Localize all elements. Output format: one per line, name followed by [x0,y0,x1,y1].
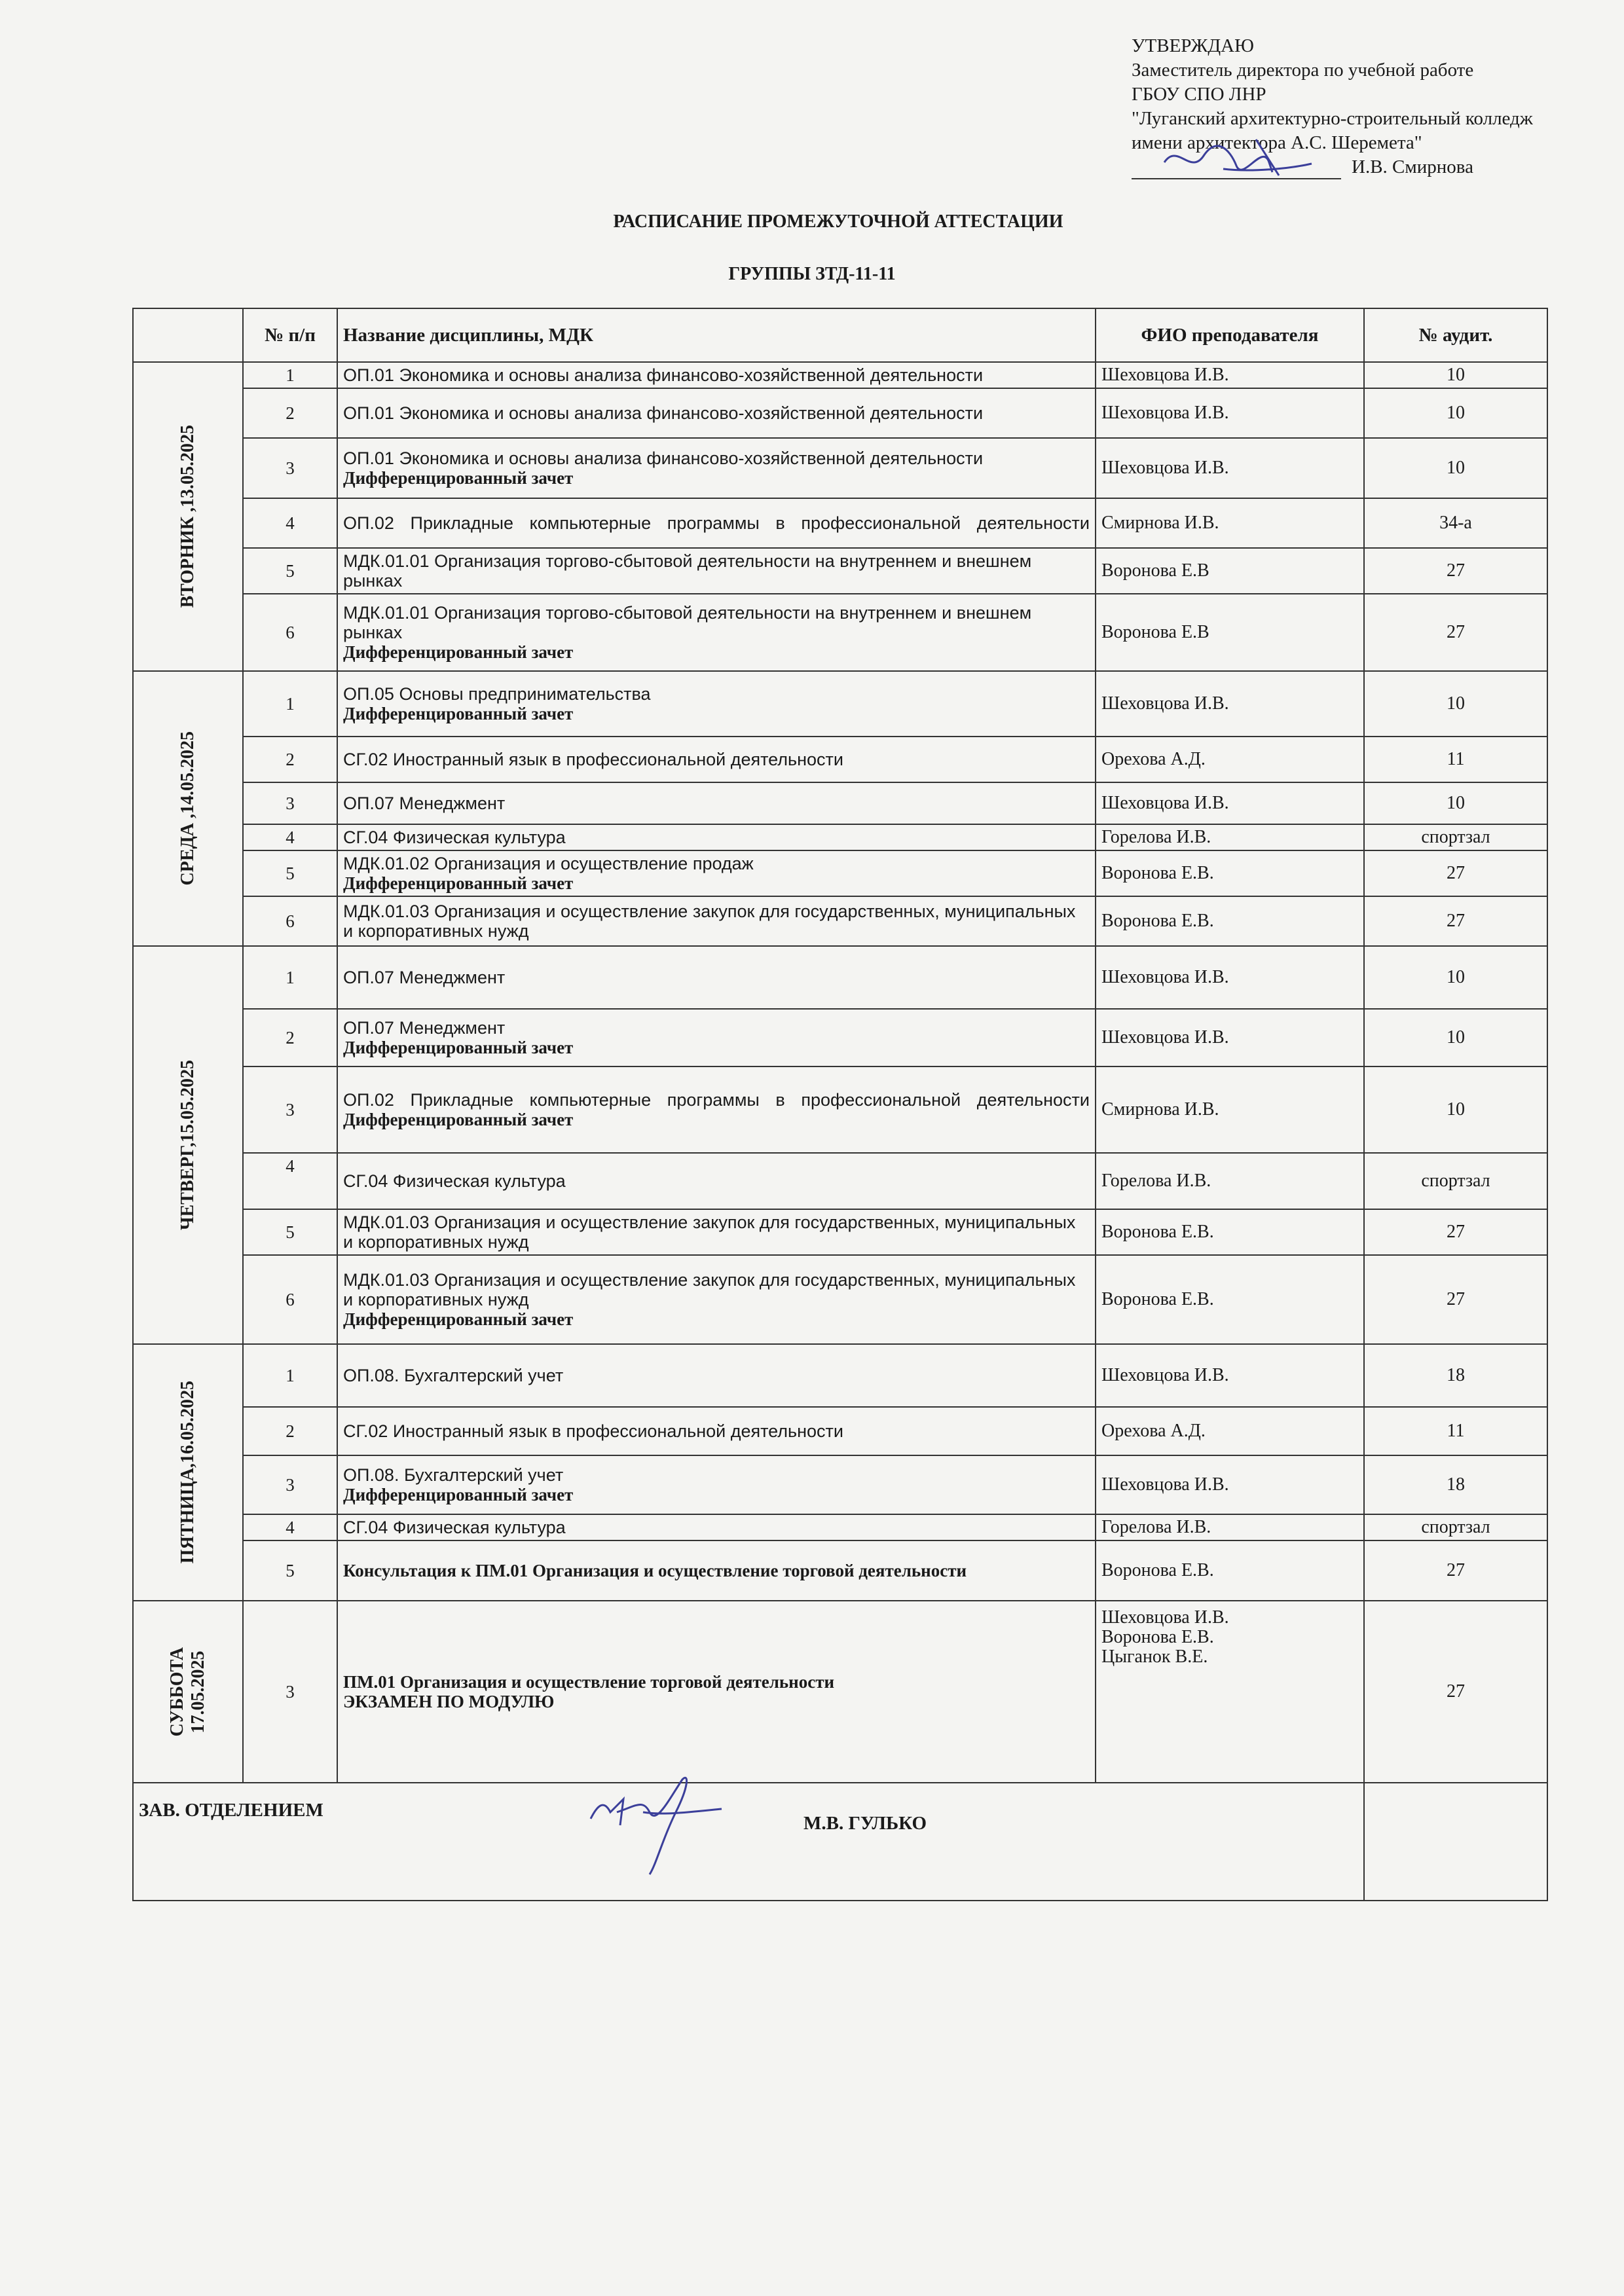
table-row [133,1601,1547,1783]
row-num: 3 [243,438,337,498]
row-subject [337,498,1096,548]
row-teacher: Горелова И.В. [1096,1153,1364,1209]
row-num: 3 [243,1455,337,1514]
row-room: 27 [1364,1255,1547,1344]
row-room: 27 [1364,850,1547,896]
day-tuesday [133,362,243,671]
teacher-name: Цыганок В.Е. [1101,1647,1208,1667]
row-room: 27 [1364,1540,1547,1601]
day-friday [133,1344,243,1601]
row-num: 2 [243,1009,337,1066]
schedule-table [132,308,1548,1901]
table-row [133,438,1547,498]
footer-signer: М.В. ГУЛЬКО [803,1813,927,1834]
footer-position: ЗАВ. ОТДЕЛЕНИЕМ [139,1800,323,1821]
footer-content [139,1793,1358,1891]
subject-text: ОП.08. Бухгалтерский учет [343,1366,564,1385]
row-teacher: Воронова Е.В. [1096,850,1364,896]
row-room: 10 [1364,782,1547,824]
subject-text: СГ.04 Физическая культура [343,828,566,847]
subject-note: Дифференцированный зачет [343,1110,574,1129]
approval-org: ГБОУ СПО ЛНР [1132,84,1266,105]
row-teacher: Горелова И.В. [1096,1514,1364,1540]
footer-cell [133,1783,1364,1901]
row-teacher: Шеховцова И.В. [1096,388,1364,438]
approval-signer: И.В. Смирнова [1352,156,1473,177]
row-teacher: Воронова Е.В. [1096,1209,1364,1255]
page-title: РАСПИСАНИЕ ПРОМЕЖУТОЧНОЙ АТТЕСТАЦИИ [613,211,1063,232]
row-num: 6 [243,1255,337,1344]
subject-text [343,513,1090,533]
row-subject [337,946,1096,1009]
row-subject [337,1255,1096,1344]
row-subject [337,1601,1096,1783]
signature-underline [1132,158,1341,179]
subject-text: ОП.07 Менеджмент [343,793,506,813]
table-row [133,850,1547,896]
table-row [133,1455,1547,1514]
row-subject [337,438,1096,498]
row-room: спортзал [1364,1514,1547,1540]
table-row [133,362,1547,388]
row-num: 4 [243,824,337,850]
teacher-name: Воронова Е.В. [1101,1627,1214,1647]
row-num: 2 [243,388,337,438]
approval-heading: УТВЕРЖДАЮ [1132,35,1254,56]
subject-text-inner: ОП.02 Прикладные компьютерные программы в профессиональной деятельности [343,1090,1090,1110]
row-teacher: Шеховцова И.В. [1096,782,1364,824]
table-row [133,548,1547,594]
header-num: № п/п [243,308,337,362]
subject-text: Консультация к ПМ.01 Организация и осуществление торговой деятельности [343,1561,967,1580]
table-row [133,1407,1547,1455]
row-num: 1 [243,362,337,388]
row-teacher: Шеховцова И.В. [1096,946,1364,1009]
row-subject [337,1514,1096,1540]
row-num: 1 [243,1344,337,1407]
approval-block [1132,34,1603,179]
row-teacher: Смирнова И.В. [1096,1066,1364,1153]
row-room: 27 [1364,1209,1547,1255]
row-teacher: Воронова Е.В [1096,594,1364,671]
row-num: 5 [243,1540,337,1601]
row-teacher: Шеховцова И.В. [1096,362,1364,388]
row-teacher: Воронова Е.В [1096,548,1364,594]
row-room: 10 [1364,438,1547,498]
row-room: 10 [1364,1066,1547,1153]
subject-note: Дифференцированный зачет [343,1038,574,1057]
subject-note: ЭКЗАМЕН ПО МОДУЛЮ [343,1692,555,1711]
table-row [133,1255,1547,1344]
row-subject [337,594,1096,671]
table-row [133,671,1547,737]
header-teacher: ФИО преподавателя [1096,308,1364,362]
day-label: ВТОРНИК ,13.05.2025 [177,425,198,608]
subject-text: МДК.01.03 Организация и осуществление закупок для государственных, муниципальных и корпоративных нужд [343,902,1076,941]
subject-note: Дифференцированный зачет [343,468,574,488]
row-num: 5 [243,850,337,896]
table-row [133,1540,1547,1601]
row-room: 10 [1364,671,1547,737]
row-subject [337,782,1096,824]
row-room: 11 [1364,737,1547,782]
row-subject [337,850,1096,896]
row-num: 6 [243,594,337,671]
subject-text: СГ.02 Иностранный язык в профессиональной деятельности [343,750,843,769]
table-row [133,946,1547,1009]
row-subject [337,548,1096,594]
day-label: ЧЕТВЕРГ,15.05.2025 [177,1059,198,1230]
subject-text: ОП.05 Основы предпринимательства [343,684,651,704]
table-row [133,1344,1547,1407]
table-row [133,1066,1547,1153]
row-teacher: Шеховцова И.В. [1096,1344,1364,1407]
row-room: спортзал [1364,824,1547,850]
day-label-weekday: СУББОТА [167,1647,187,1737]
subject-text: ОП.01 Экономика и основы анализа финансово-хозяйственной деятельности [343,403,984,423]
row-teacher: Шеховцова И.В. [1096,1455,1364,1514]
table-row [133,594,1547,671]
row-room: 11 [1364,1407,1547,1455]
row-num: 2 [243,737,337,782]
row-num: 1 [243,671,337,737]
footer-empty-cell [1364,1783,1547,1901]
row-subject [337,1407,1096,1455]
approval-signature-line [1132,155,1603,179]
row-teacher: Воронова Е.В. [1096,1540,1364,1601]
row-teacher: Шеховцова И.В. [1096,671,1364,737]
subject-text: СГ.04 Физическая культура [343,1518,566,1537]
subject-text: МДК.01.03 Организация и осуществление закупок для государственных, муниципальных и корпоративных нужд [343,1212,1076,1252]
table-row [133,824,1547,850]
row-subject [337,896,1096,946]
row-num: 6 [243,896,337,946]
row-num: 4 [243,1514,337,1540]
subject-note: Дифференцированный зачет [343,642,574,662]
table-row [133,1209,1547,1255]
row-num: 4 [243,1153,337,1209]
row-room: спортзал [1364,1153,1547,1209]
header-day [133,308,243,362]
row-num: 2 [243,1407,337,1455]
row-num: 1 [243,946,337,1009]
day-label-date: 17.05.2025 [188,1650,208,1733]
group-title: ГРУППЫ ЗТД-11-11 [728,264,896,284]
row-teacher: Шеховцова И.В. [1096,438,1364,498]
row-num: 3 [243,782,337,824]
table-row [133,782,1547,824]
subject-text: ОП.07 Менеджмент [343,968,506,987]
table-row [133,1153,1547,1209]
approval-position: Заместитель директора по учебной работе [1132,60,1474,81]
subject-text: МДК.01.01 Организация торгово-сбытовой деятельности на внутреннем и внешнем рынках [343,603,1032,642]
row-subject [337,1344,1096,1407]
table-header-row [133,308,1547,362]
row-teacher: Горелова И.В. [1096,824,1364,850]
subject-note: Дифференцированный зачет [343,704,574,723]
row-room: 10 [1364,388,1547,438]
subject-text-inner: ОП.02 Прикладные компьютерные программы в профессиональной деятельности [343,513,1090,533]
row-num: 3 [243,1066,337,1153]
subject-text: МДК.01.01 Организация торгово-сбытовой деятельности на внутреннем и внешнем рынках [343,551,1032,591]
row-subject [337,1455,1096,1514]
row-teacher: Воронова Е.В. [1096,1255,1364,1344]
row-subject [337,824,1096,850]
day-label: СРЕДА ,14.05.2025 [177,731,198,886]
row-num: 5 [243,1209,337,1255]
table-row [133,737,1547,782]
row-room: 27 [1364,896,1547,946]
row-teacher: Орехова А.Д. [1096,1407,1364,1455]
row-room: 27 [1364,1601,1547,1783]
row-teacher: Воронова Е.В. [1096,896,1364,946]
signature-icon [584,1773,728,1878]
row-room: 27 [1364,548,1547,594]
day-label [167,1647,209,1737]
subject-text: ПМ.01 Организация и осуществление торговой деятельности [343,1672,835,1692]
row-subject [337,737,1096,782]
subject-note: Дифференцированный зачет [343,1485,574,1504]
row-room: 18 [1364,1344,1547,1407]
subject-note: Дифференцированный зачет [343,1309,574,1329]
subject-text: ОП.07 Менеджмент [343,1018,506,1038]
row-room: 10 [1364,362,1547,388]
row-teacher: Шеховцова И.В. [1096,1009,1364,1066]
table-row [133,896,1547,946]
approval-college-name: имени архитектора А.С. Шеремета" [1132,132,1422,153]
table-row [133,498,1547,548]
approval-college: "Луганский архитектурно-строительный колледж [1132,108,1533,129]
row-subject [337,1540,1096,1601]
row-num: 4 [243,498,337,548]
row-subject [337,1066,1096,1153]
row-subject [337,388,1096,438]
day-label: ПЯТНИЦА,16.05.2025 [177,1381,198,1564]
row-room: 10 [1364,946,1547,1009]
row-subject [337,1209,1096,1255]
table-row [133,1514,1547,1540]
footer-row [133,1783,1547,1901]
subject-text [343,1090,1090,1110]
row-num: 3 [243,1601,337,1783]
teacher-name: Шеховцова И.В. [1101,1607,1229,1628]
day-thursday [133,946,243,1344]
subject-text: СГ.04 Физическая культура [343,1171,566,1191]
row-subject [337,1009,1096,1066]
subject-note: Дифференцированный зачет [343,873,574,893]
day-saturday [133,1601,243,1783]
subject-text: ОП.01 Экономика и основы анализа финансово-хозяйственной деятельности [343,448,984,468]
day-wednesday [133,671,243,946]
row-subject [337,1153,1096,1209]
row-subject [337,671,1096,737]
subject-text: СГ.02 Иностранный язык в профессиональной деятельности [343,1421,843,1441]
row-num: 5 [243,548,337,594]
header-room: № аудит. [1364,308,1547,362]
header-subject: Название дисциплины, МДК [337,308,1096,362]
subject-text: МДК.01.02 Организация и осуществление продаж [343,854,754,873]
row-subject [337,362,1096,388]
row-room: 27 [1364,594,1547,671]
table-row [133,1009,1547,1066]
signature-icon [1158,136,1315,182]
row-teacher: Орехова А.Д. [1096,737,1364,782]
row-room: 10 [1364,1009,1547,1066]
subject-text: ОП.01 Экономика и основы анализа финансово-хозяйственной деятельности [343,365,984,385]
table-row [133,388,1547,438]
row-teacher [1096,1601,1364,1783]
subject-text: ОП.08. Бухгалтерский учет [343,1465,564,1485]
subject-text: МДК.01.03 Организация и осуществление закупок для государственных, муниципальных и корпоративных нужд [343,1270,1076,1309]
row-room: 18 [1364,1455,1547,1514]
row-teacher: Смирнова И.В. [1096,498,1364,548]
row-room: 34-а [1364,498,1547,548]
